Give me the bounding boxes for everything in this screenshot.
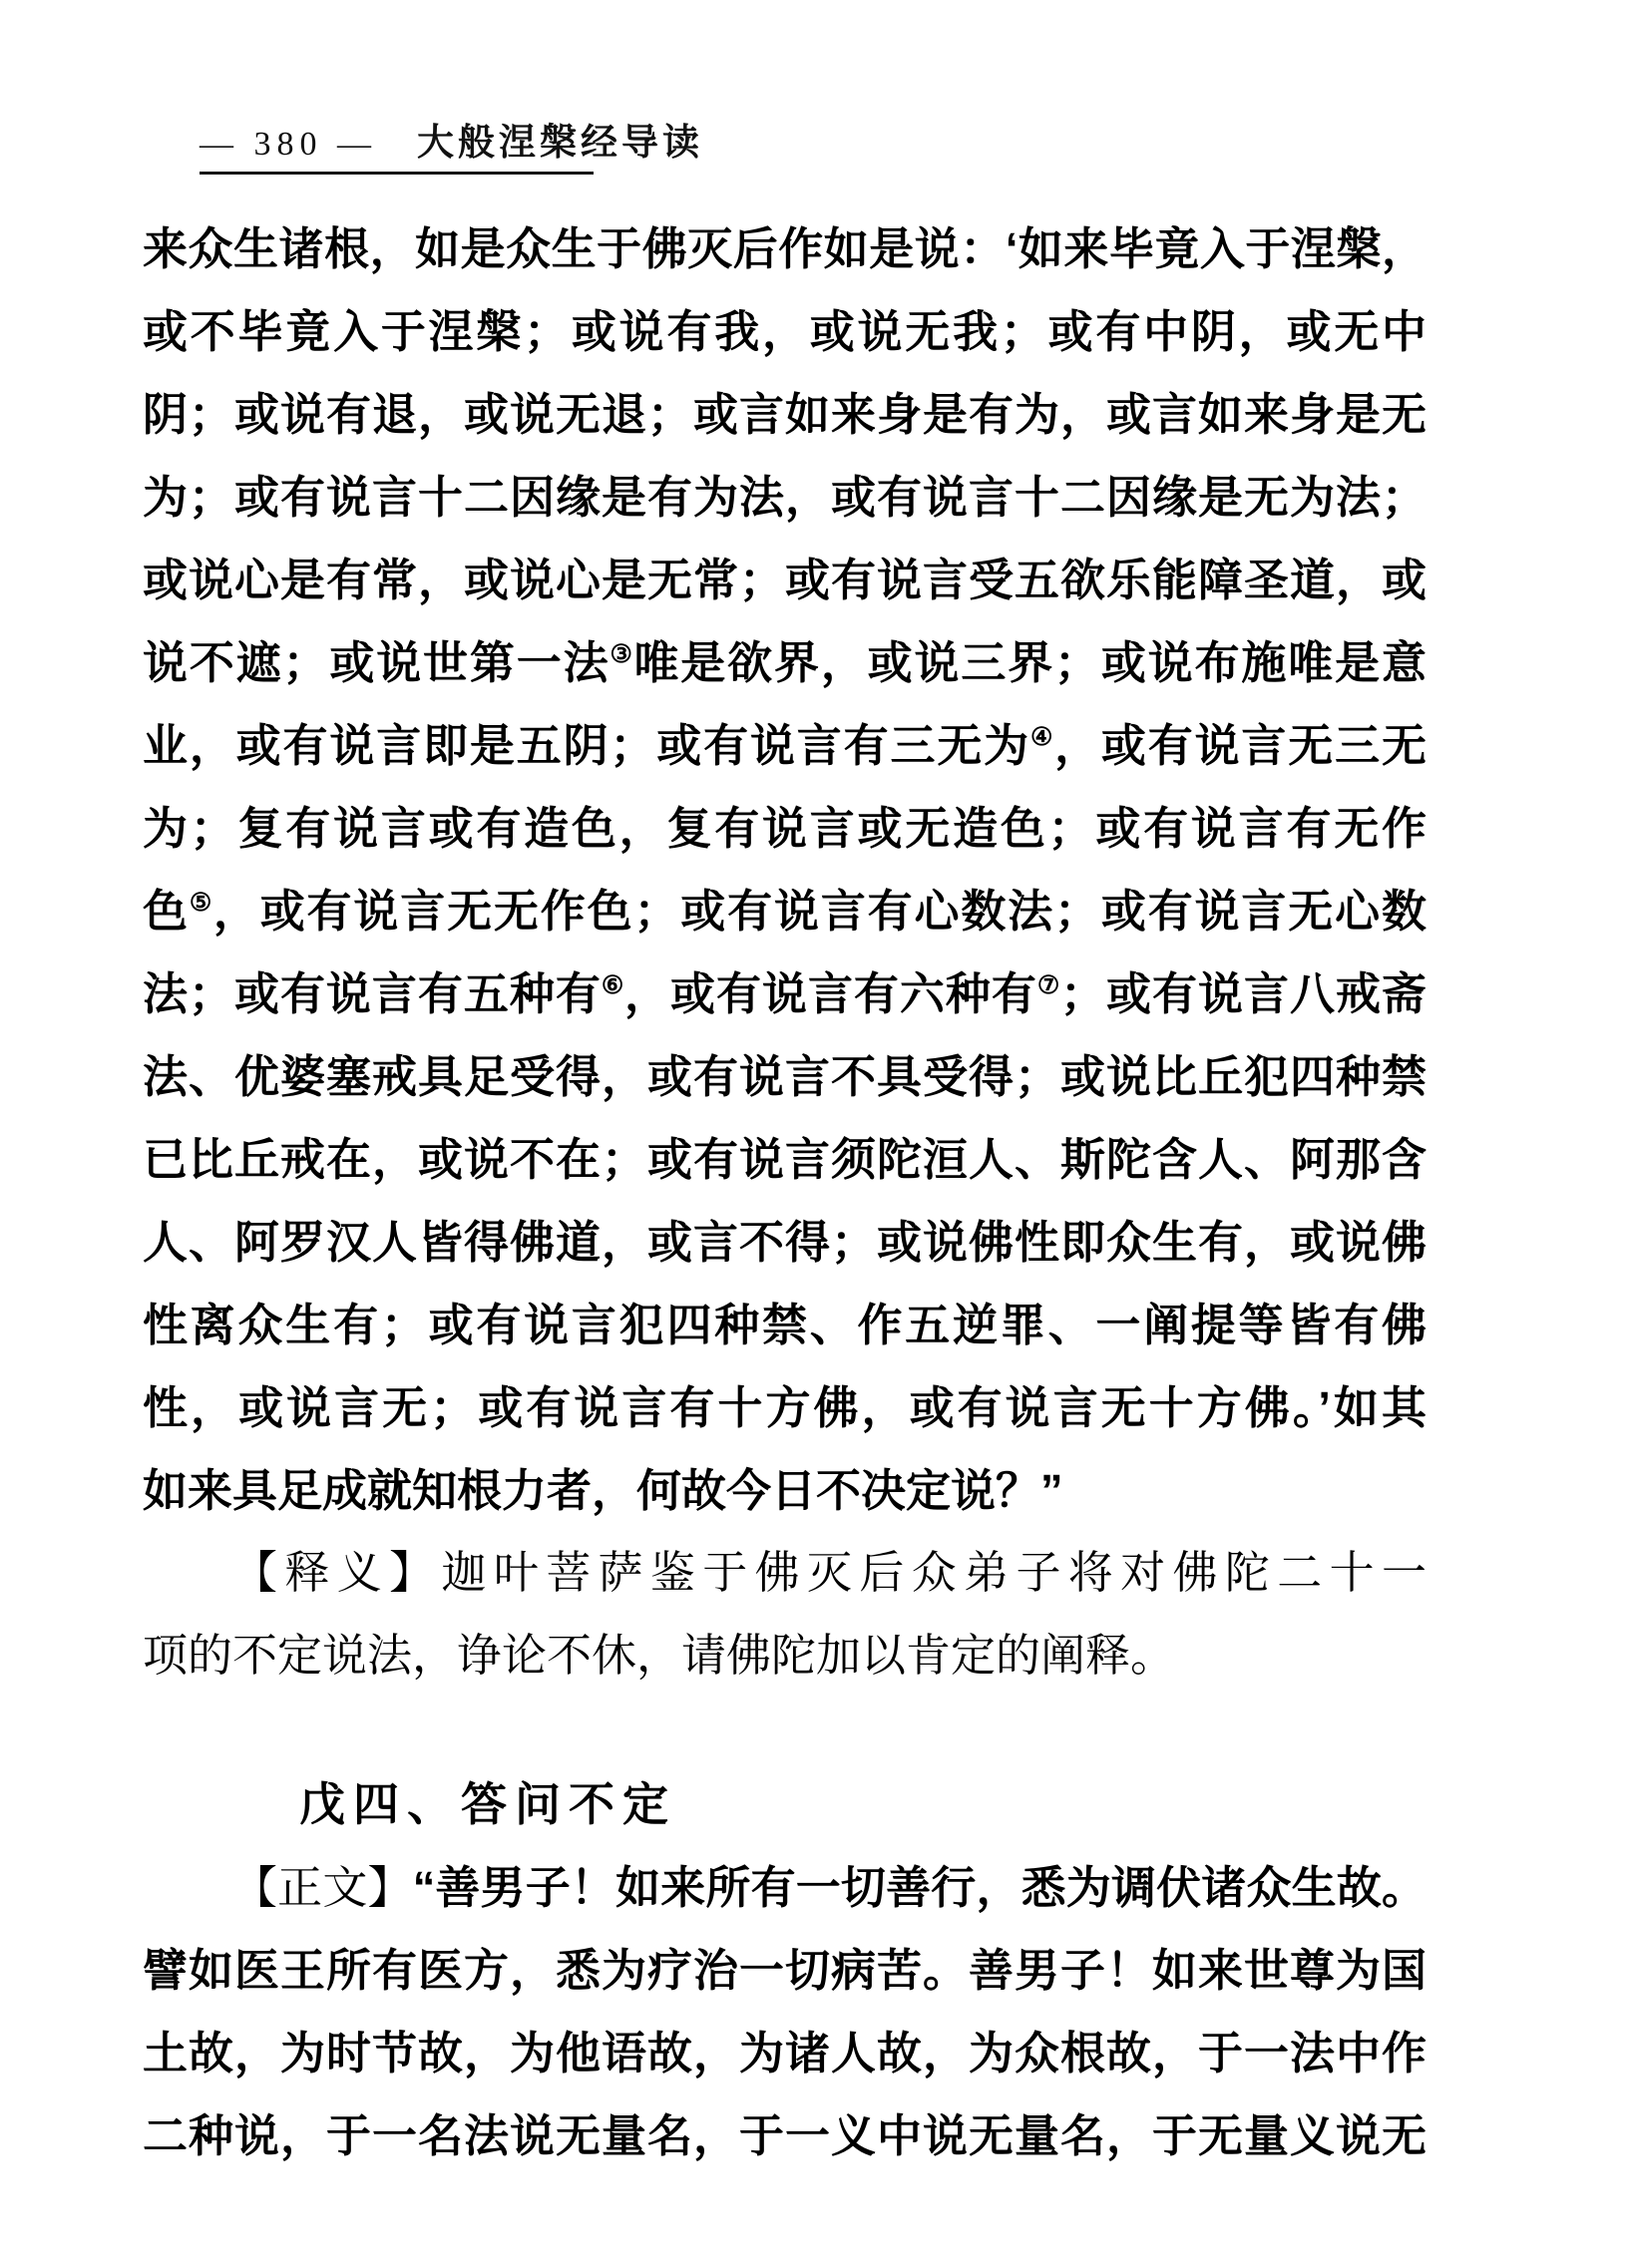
sutra-line <box>143 1366 1426 1449</box>
text-segment: 或说心是有常，或说心是无常；或有说言受五欲乐能障圣道，或 <box>143 555 1426 605</box>
sutra-line <box>143 1118 1426 1201</box>
text-segment: 项的不定说法，诤论不休，请佛陀加以肯定的阐释。 <box>143 1631 1176 1681</box>
shiyi-line <box>143 1532 1426 1615</box>
zhengwen-line <box>143 2094 1426 2177</box>
sutra-line <box>143 290 1426 373</box>
book-title: 大般涅槃经导读 <box>417 123 703 164</box>
text-segment: 为；复有说言或有造色，复有说言或无造色；或有说言有无作 <box>143 803 1426 854</box>
sutra-line <box>143 456 1426 539</box>
page-header <box>200 112 703 166</box>
sutra-line <box>143 1201 1426 1284</box>
sutra-line <box>143 1035 1426 1118</box>
text-segment: 【释义】迦叶菩萨鉴于佛灭后众弟子将对佛陀二十一 <box>232 1548 1426 1598</box>
zhengwen-line <box>143 2012 1426 2094</box>
sutra-line <box>143 621 1426 704</box>
text-segment: 人、阿罗汉人皆得佛道，或言不得；或说佛性即众生有，或说佛 <box>143 1217 1426 1268</box>
sutra-line <box>143 207 1426 290</box>
zhengwen-line <box>143 1929 1426 2012</box>
sutra-line <box>143 539 1426 621</box>
text-segment: 性，或说言无；或有说言有十方佛，或有说言无十方佛。’如其 <box>143 1382 1426 1433</box>
text-segment: 或不毕竟入于涅槃；或说有我，或说无我；或有中阴，或无中 <box>143 306 1426 357</box>
header-divider <box>200 172 594 175</box>
sutra-line <box>143 787 1426 870</box>
sutra-line <box>143 952 1426 1035</box>
text-segment: 为；或有说言十二因缘是有为法，或有说言十二因缘是无为法； <box>143 472 1426 523</box>
text-segment: 法；或有说言有五种有⑥，或有说言有六种有⑦；或有说言八戒斋 <box>143 968 1426 1019</box>
zhengwen-line <box>143 1846 1426 1929</box>
text-segment: 说不遮；或说世第一法③唯是欲界，或说三界；或说布施唯是意 <box>143 637 1426 688</box>
text-segment: 阴；或说有退，或说无退；或言如来身是有为，或言如来身是无 <box>143 389 1426 440</box>
sutra-line <box>143 1449 1426 1532</box>
text-segment: 戊四、答问不定 <box>299 1778 676 1830</box>
section-heading <box>143 1763 1426 1846</box>
text-segment: 【正文】 <box>232 1863 413 1913</box>
text-segment: 已比丘戒在，或说不在；或有说言须陀洹人、斯陀含人、阿那含 <box>143 1134 1426 1185</box>
shiyi-line <box>143 1615 1426 1698</box>
sutra-line <box>143 704 1426 787</box>
sutra-line <box>143 373 1426 456</box>
text-segment: 业，或有说言即是五阴；或有说言有三无为④，或有说言无三无 <box>143 720 1426 771</box>
text-segment: 色⑤，或有说言无无作色；或有说言有心数法；或有说言无心数 <box>143 886 1426 937</box>
text-segment: 譬如医王所有医方，悉为疗治一切病苦。善男子！如来世尊为国 <box>143 1945 1426 1996</box>
text-segment: 二种说，于一名法说无量名，于一义中说无量名，于无量义说无 <box>143 2110 1426 2161</box>
sutra-line <box>143 870 1426 952</box>
text-segment: 土故，为时节故，为他语故，为诸人故，为众根故，于一法中作 <box>143 2028 1426 2079</box>
text-block <box>143 207 1426 2177</box>
text-segment: 性离众生有；或有说言犯四种禁、作五逆罪、一阐提等皆有佛 <box>143 1300 1426 1350</box>
sutra-line <box>143 1284 1426 1366</box>
text-segment: 如来具足成就知根力者，何故今日不决定说？” <box>143 1465 1063 1516</box>
text-segment: “善男子！如来所有一切善行，悉为调伏诸众生故。 <box>412 1862 1426 1913</box>
text-segment: 法、优婆塞戒具足受得，或有说言不具受得；或说比丘犯四种禁 <box>143 1051 1426 1102</box>
text-segment: 来众生诸根，如是众生于佛灭后作如是说：‘如来毕竟入于涅槃， <box>143 223 1426 274</box>
page-number: — 380 — <box>200 126 377 163</box>
